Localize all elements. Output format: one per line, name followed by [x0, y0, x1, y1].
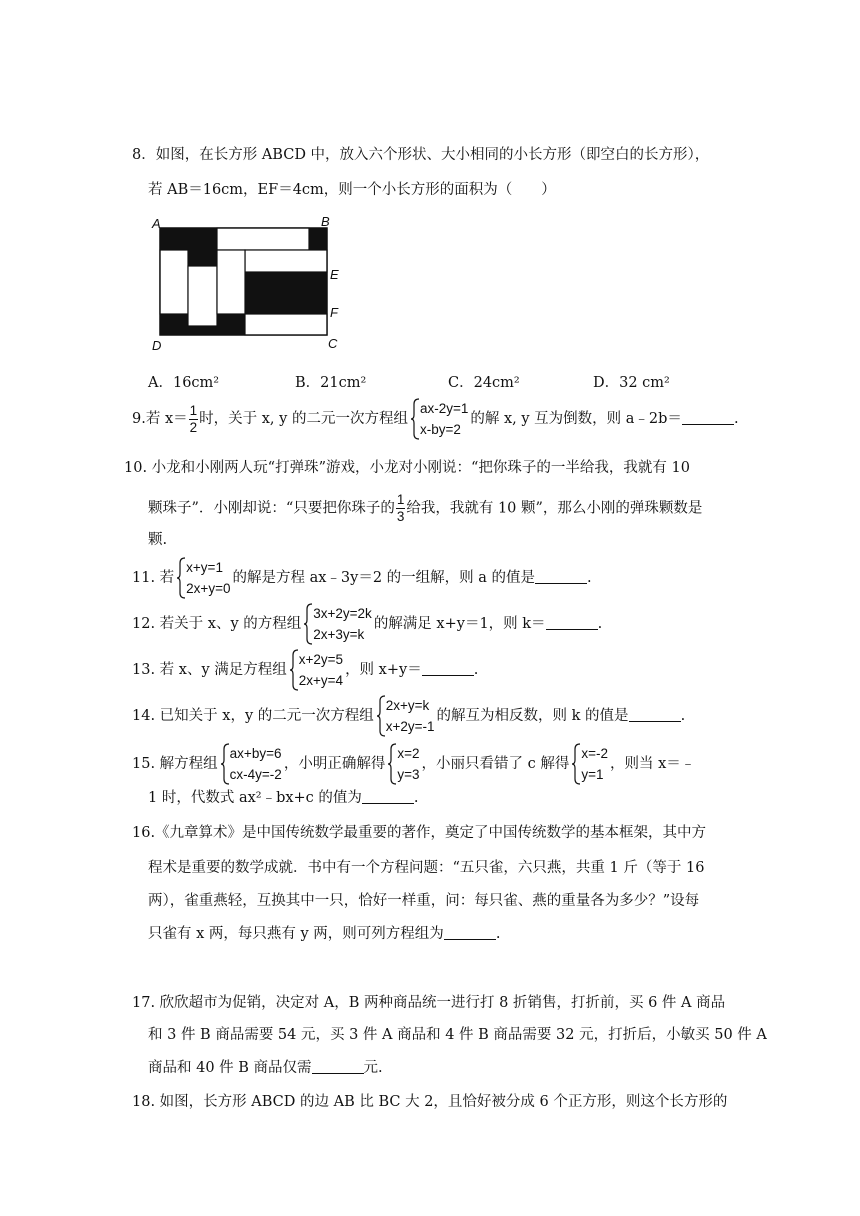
q15-s2a: x=-2 — [581, 746, 608, 761]
q17-line3 — [148, 1058, 383, 1078]
q13-line — [132, 649, 478, 691]
q15-line2-text: 1 时，代数式 ax²﹣bx+c 的值为 — [148, 790, 362, 806]
q14-line — [132, 695, 685, 737]
q12-system — [303, 603, 372, 645]
q14-eq2: x+2y=-1 — [385, 719, 435, 734]
q10-frac-den: 3 — [396, 509, 405, 524]
q15-post: ，则当 x＝﹣ — [609, 756, 696, 772]
q14-end: . — [680, 708, 686, 724]
q13-answer-blank — [422, 661, 474, 676]
q15-s1b: y=3 — [397, 767, 420, 782]
q11-line — [132, 557, 592, 599]
q9-system — [410, 398, 468, 440]
q15-s2b: y=1 — [581, 767, 604, 782]
q12-pre: 12. 若关于 x、y 的方程组 — [132, 616, 302, 632]
q8-option-a: A．16cm² — [148, 375, 220, 391]
q13-pre: 13. 若 x、y 满足方程组 — [132, 662, 287, 678]
q9-mid: 时，关于 x, y 的二元一次方程组 — [199, 411, 408, 427]
q9-eq2: x-by=2 — [419, 422, 461, 437]
q10-frac-num: 1 — [396, 492, 405, 507]
q9-frac-den: 2 — [189, 419, 198, 435]
q8-option-d: D．32 cm² — [593, 375, 670, 391]
q10-line2 — [148, 492, 702, 525]
q8-line1: 8．如图，在长方形 ABCD 中，放入六个形状、大小相同的小长方形（即空白的长方形）， — [132, 147, 710, 163]
q15-system — [220, 743, 282, 785]
q16-line2: 程术是重要的数学成就．书中有一个方程问题：“五只雀，六只燕，共重 1 斤（等于 16 — [148, 860, 705, 876]
q14-eq1: 2x+y=k — [385, 698, 430, 713]
q14-system — [376, 695, 435, 737]
q14-answer-blank — [629, 707, 681, 722]
q11-pre: 11. 若 — [132, 570, 175, 586]
label-b: B — [321, 214, 330, 229]
q11-end: . — [587, 570, 592, 586]
q17-line1: 17. 欣欣超市为促销，决定对 A，B 两种商品统一进行打 8 折销售，打折前，买 6 件 A 商品 — [132, 995, 726, 1011]
q15-mid2: ，小丽只看错了 c 解得 — [421, 756, 570, 772]
q9-fraction — [189, 403, 199, 436]
q15-solution1 — [387, 743, 419, 785]
q12-eq2: 2x+3y=k — [313, 627, 365, 642]
q11-system — [176, 557, 230, 599]
q17-line2: 和 3 件 B 商品需要 54 元，买 3 件 A 商品和 4 件 B 商品需要 32 元，打折后，小敏买 50 件 A — [148, 1027, 767, 1043]
label-a: A — [152, 216, 161, 231]
q9-frac-num: 1 — [189, 402, 198, 418]
q8-figure — [150, 210, 350, 354]
q15-eq2: cx-4y=-2 — [229, 767, 282, 782]
q11-eq1: x+y=1 — [186, 560, 223, 575]
q15-line1 — [132, 743, 695, 785]
q9-pre: 9.若 x＝ — [132, 411, 188, 427]
q8-option-b: B．21cm² — [295, 375, 367, 391]
q13-eq2: 2x+y=4 — [298, 673, 344, 688]
q13-system — [289, 649, 343, 691]
q16-end: . — [495, 926, 501, 942]
q9-line — [132, 398, 739, 440]
q8-line2: 若 AB＝16cm，EF＝4cm，则一个小长方形的面积为（ ） — [148, 182, 556, 198]
q15-mid1: ，小明正确解得 — [283, 756, 386, 772]
q17-answer-blank — [312, 1059, 364, 1074]
q9-post: 的解 x, y 互为倒数，则 a﹣2b＝ — [470, 411, 682, 427]
q10-line1: 10. 小龙和小刚两人玩“打弹珠”游戏，小龙对小刚说：“把你珠子的一半给我，我就有 10 — [124, 460, 690, 476]
q8-rectangle-diagram — [150, 210, 350, 350]
q10-line2-post: 给我，我就有 10 颗”，那么小刚的弹珠颗数是 — [406, 500, 703, 517]
q10-line3: 颗. — [148, 532, 168, 548]
q11-answer-blank — [535, 569, 587, 584]
q9-eq1: ax-2y=1 — [419, 401, 469, 416]
q16-line1: 16.《九章算术》是中国传统数学最重要的著作，奠定了中国传统数学的基本框架，其中方 — [132, 825, 707, 841]
q18-line1: 18. 如图，长方形 ABCD 的边 AB 比 BC 大 2，且恰好被分成 6 个正方形，则这个长方形的 — [132, 1094, 728, 1110]
q11-eq2: 2x+y=0 — [186, 581, 231, 596]
q9-answer-blank — [682, 410, 734, 425]
q12-end: . — [597, 616, 603, 632]
q8-option-c: C．24cm² — [448, 375, 520, 391]
q17-line3-text: 商品和 40 件 B 商品仅需 — [148, 1060, 312, 1076]
q15-answer-blank — [362, 789, 414, 804]
q17-end: 元. — [363, 1060, 383, 1076]
q12-post: 的解满足 x+y＝1，则 k＝ — [373, 616, 546, 632]
q15-end: . — [413, 790, 419, 806]
q12-eq1: 3x+2y=2k — [313, 606, 372, 621]
q11-post: 的解是方程 ax﹣3y＝2 的一组解，则 a 的值是 — [232, 570, 536, 586]
q10-line2-pre: 颗珠子”．小刚却说：“只要把你珠子的 — [148, 500, 395, 517]
q15-s1a: x=2 — [397, 746, 420, 761]
label-f: F — [330, 305, 338, 320]
label-d: D — [152, 338, 162, 353]
q14-pre: 14. 已知关于 x，y 的二元一次方程组 — [132, 708, 374, 724]
q12-answer-blank — [546, 615, 598, 630]
q15-eq1: ax+by=6 — [229, 746, 282, 761]
q16-answer-blank — [444, 925, 496, 940]
q15-pre: 15. 解方程组 — [132, 756, 218, 772]
q14-post: 的解互为相反数，则 k 的值是 — [436, 708, 629, 724]
q10-fraction — [396, 492, 406, 525]
q12-line — [132, 603, 602, 645]
q9-end: . — [733, 411, 739, 427]
label-e: E — [330, 267, 339, 282]
q16-line3: 两），雀重燕轻，互换其中一只，恰好一样重，问：每只雀、燕的重量各为多少？”设每 — [148, 893, 700, 909]
q16-line4 — [148, 924, 500, 944]
q15-line2 — [148, 788, 419, 808]
q13-post: ，则 x+y＝ — [345, 662, 422, 678]
q13-eq1: x+2y=5 — [298, 652, 344, 667]
q16-line4-text: 只雀有 x 两，每只燕有 y 两，则可列方程组为 — [148, 926, 444, 942]
q13-end: . — [473, 662, 479, 678]
label-c: C — [328, 336, 338, 351]
q15-solution2 — [571, 743, 608, 785]
